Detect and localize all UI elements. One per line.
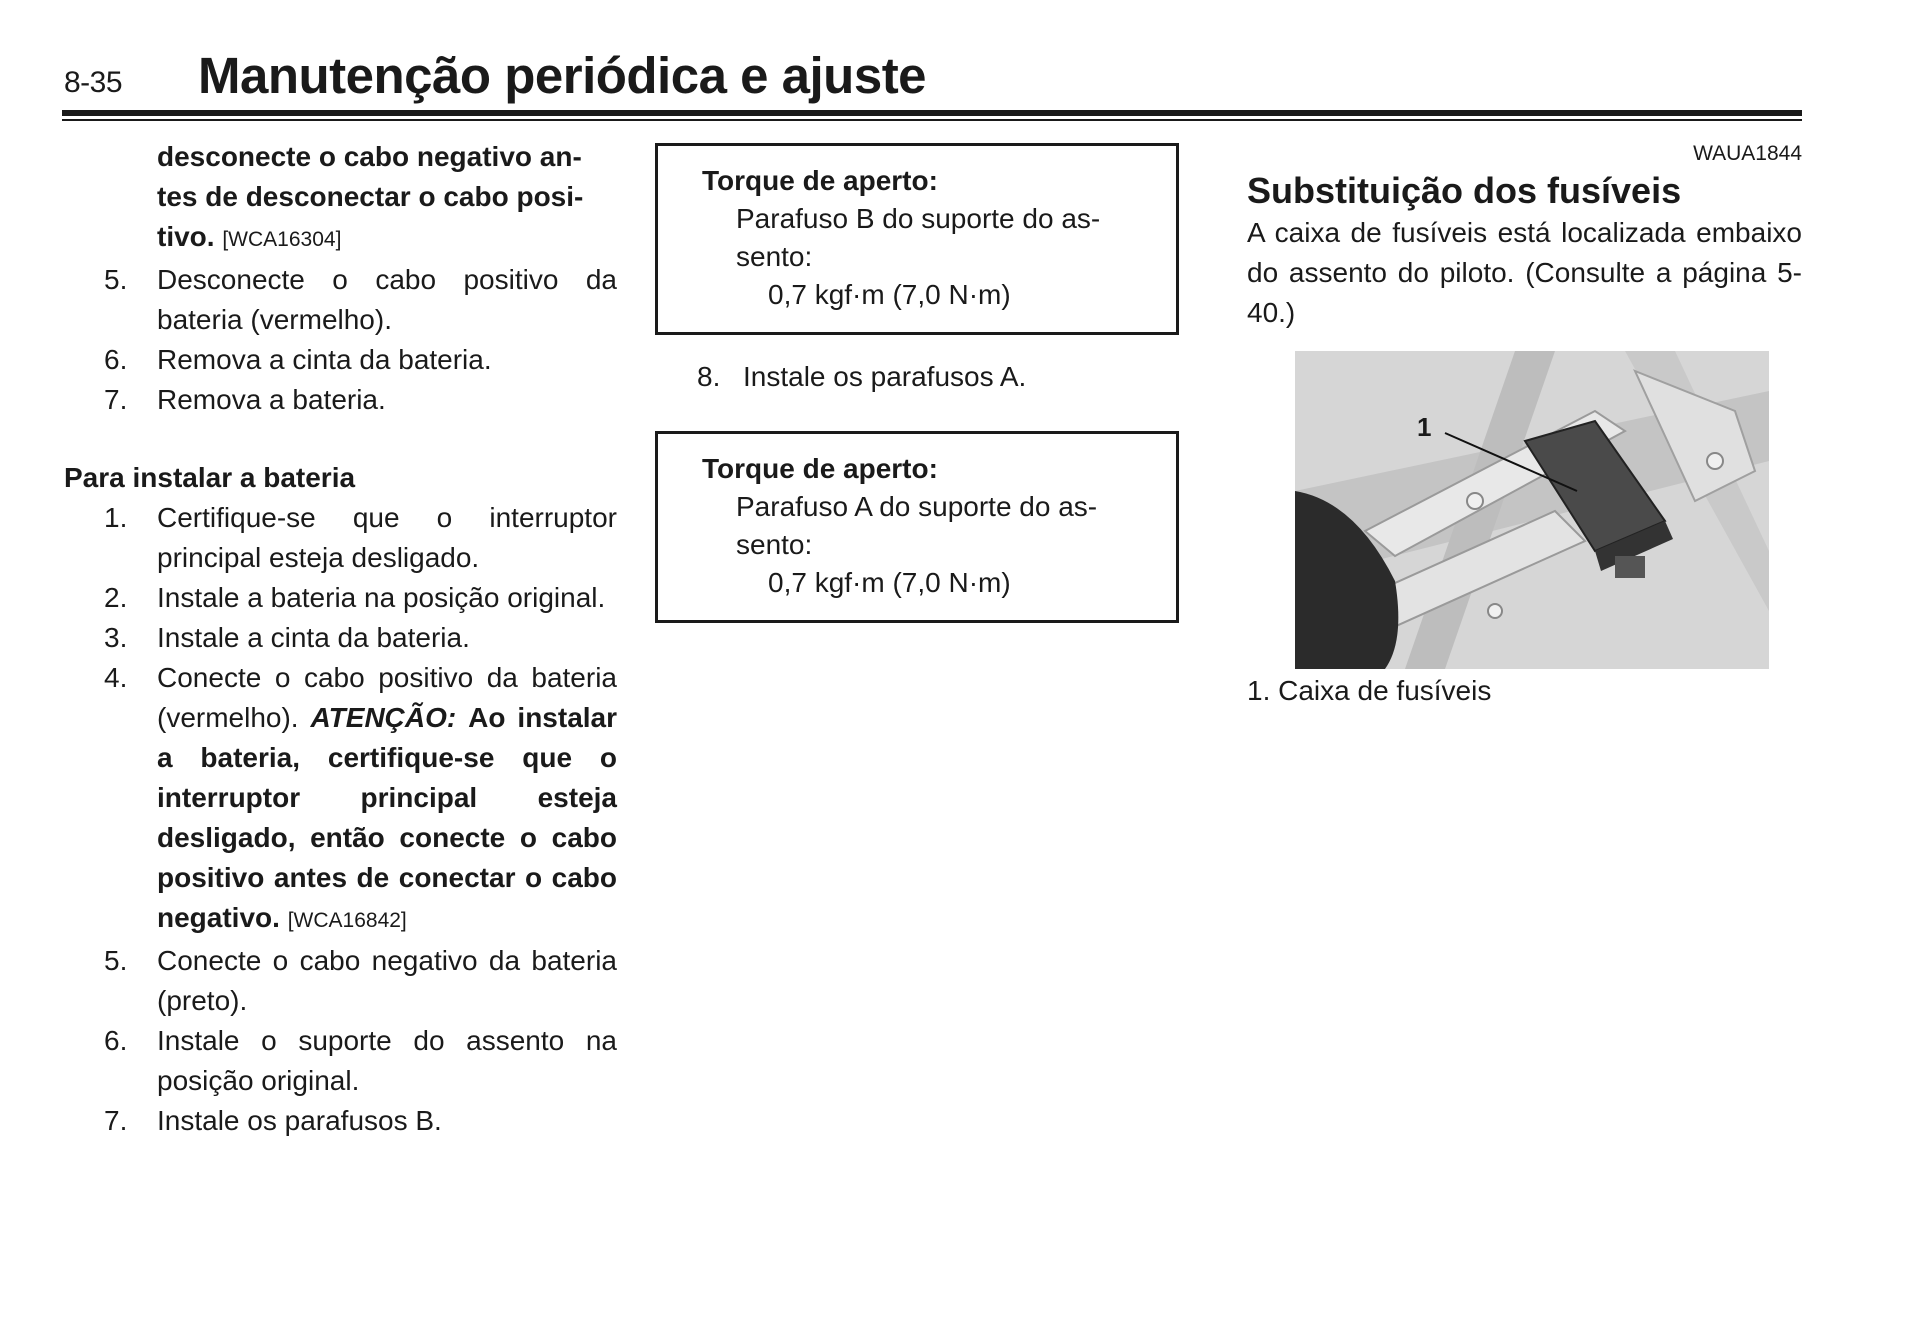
list-item xyxy=(655,357,1185,397)
torque-box-b xyxy=(655,143,1179,335)
list-number: 7. xyxy=(104,1105,128,1136)
list-text: Instale os parafusos B. xyxy=(157,1105,442,1136)
left-column xyxy=(64,137,617,1141)
torque-title: Torque de aperto: xyxy=(702,165,938,196)
list-item xyxy=(64,260,617,340)
list-item xyxy=(64,498,617,578)
list-text: Remova a cinta da bateria. xyxy=(157,344,492,375)
caution-label: ATENÇÃO: xyxy=(310,702,457,733)
list-item xyxy=(64,618,617,658)
list-number: 2. xyxy=(104,582,128,613)
list-number: 6. xyxy=(104,344,128,375)
warning-last: tivo. xyxy=(157,221,215,252)
list-text: Instale a bateria na posição original. xyxy=(157,582,606,613)
section-body: A caixa de fusíveis está localizada embaixo do assento do piloto. (Consulte a página 5-40.) xyxy=(1247,217,1802,328)
list-text: Conecte o cabo positivo da bateria (vermelho). xyxy=(157,662,617,733)
list-item xyxy=(64,340,617,380)
header-rule-thin xyxy=(62,119,1802,121)
reference-code: WAUA1844 xyxy=(1693,142,1802,165)
torque-title: Torque de aperto: xyxy=(702,453,938,484)
section-title: Substituição dos fusíveis xyxy=(1247,170,1682,211)
list-text: Instale os parafusos A. xyxy=(743,361,1027,392)
torque-line: Parafuso B do suporte do as- xyxy=(736,203,1101,234)
list-item xyxy=(64,1101,617,1141)
list-number: 4. xyxy=(104,662,128,693)
list-text: Instale a cinta da bateria. xyxy=(157,622,470,653)
warning-line-1: desconecte o cabo negativo an- xyxy=(157,141,582,172)
page-number: 8-35 xyxy=(64,66,123,99)
figure-caption: 1. Caixa de fusíveis xyxy=(1247,675,1492,706)
header-rule-thick xyxy=(62,110,1802,116)
caution-text: Ao instalar a bateria, certifique-se que o interruptor principal esteja desligado, então conecte o cabo positivo antes de conectar o cabo negativo. xyxy=(157,702,618,933)
caution-code: [WCA16842] xyxy=(287,909,407,932)
torque-line: Parafuso A do suporte do as- xyxy=(736,491,1098,522)
torque-line: sento: xyxy=(736,529,813,560)
list-item xyxy=(64,578,617,618)
install-heading: Para instalar a bateria xyxy=(64,462,356,493)
torque-value: 0,7 kgf·m (7,0 N·m) xyxy=(768,567,1011,598)
middle-column xyxy=(655,143,1185,623)
list-text: Certifique-se que o interruptor principal esteja desligado. xyxy=(157,502,617,573)
fuse-box-illustration xyxy=(1295,351,1769,669)
warning-continuation xyxy=(64,137,617,260)
list-number: 8. xyxy=(697,361,721,392)
list-number: 7. xyxy=(104,384,128,415)
list-number: 5. xyxy=(104,945,128,976)
list-item xyxy=(64,941,617,1021)
page-title: Manutenção periódica e ajuste xyxy=(198,47,927,104)
list-number: 3. xyxy=(104,622,128,653)
list-text: Remova a bateria. xyxy=(157,384,386,415)
right-column xyxy=(1247,137,1802,711)
list-number: 5. xyxy=(104,264,128,295)
list-number: 1. xyxy=(104,502,128,533)
list-text: Desconecte o cabo positivo da bateria (vermelho). xyxy=(157,264,617,335)
torque-box-a xyxy=(655,431,1179,623)
list-item-caution xyxy=(64,658,617,941)
list-item xyxy=(64,380,617,420)
warning-line-2: tes de desconectar o cabo posi- xyxy=(157,181,584,212)
list-text: Conecte o cabo negativo da bateria (preto). xyxy=(157,945,617,1016)
warning-code: [WCA16304] xyxy=(222,228,342,251)
fuse-box-photo xyxy=(1295,351,1769,669)
figure-callout: 1 xyxy=(1417,412,1432,442)
list-text: Instale o suporte do assento na posição original. xyxy=(157,1025,617,1096)
list-item xyxy=(64,1021,617,1101)
list-number: 6. xyxy=(104,1025,128,1056)
torque-value: 0,7 kgf·m (7,0 N·m) xyxy=(768,279,1011,310)
warning-line-3 xyxy=(157,217,617,260)
torque-line: sento: xyxy=(736,241,813,272)
